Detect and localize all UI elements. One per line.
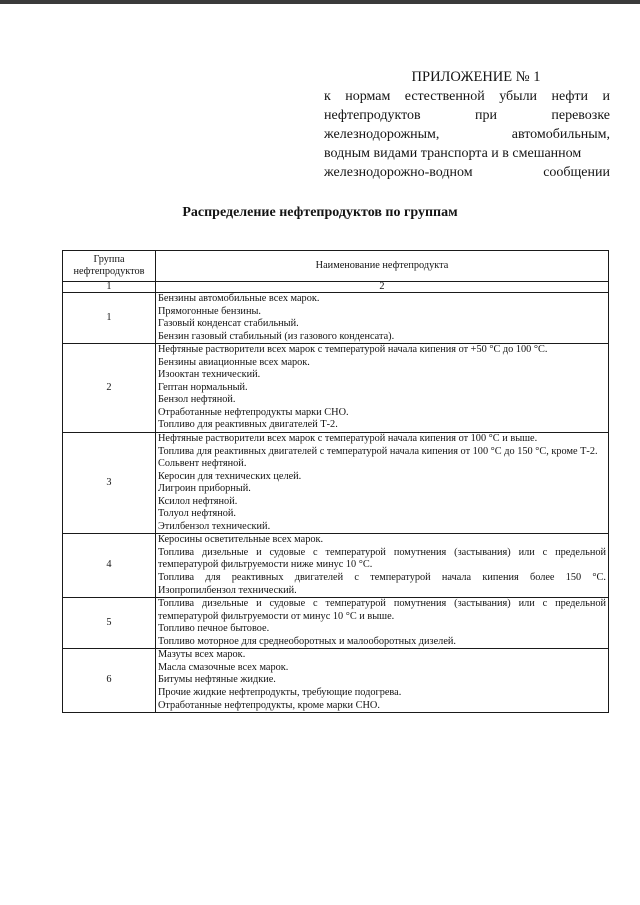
appendix-word: железнодорожно-водном bbox=[324, 165, 473, 180]
product-item: Газовый конденсат стабильный. bbox=[158, 318, 299, 330]
product-list bbox=[156, 598, 609, 649]
appendix-line bbox=[324, 144, 610, 163]
column-numbering-row bbox=[63, 282, 609, 293]
appendix-word: автомобильным, bbox=[511, 127, 610, 142]
table-row bbox=[63, 649, 609, 713]
table-header-row bbox=[63, 251, 609, 282]
product-groups-table bbox=[62, 250, 609, 713]
product-item: Бензол нефтяной. bbox=[158, 394, 236, 406]
appendix-word: к bbox=[324, 89, 331, 104]
table-row bbox=[63, 344, 609, 433]
product-item: Топлива для реактивных двигателей с температурой начала кипения от 100 °С до 150 °С, кроме Т-2. bbox=[158, 445, 598, 457]
product-item: Ксилол нефтяной. bbox=[158, 495, 238, 507]
appendix-word: водным видами транспорта и в смешанном bbox=[324, 146, 582, 161]
product-item: Топливо моторное для среднеоборотных и малооборотных дизелей. bbox=[158, 635, 456, 647]
appendix-word: нормам bbox=[345, 89, 391, 104]
group-number: 2 bbox=[63, 344, 156, 433]
appendix-line bbox=[324, 87, 610, 106]
product-item: Бензины авиационные всех марок. bbox=[158, 356, 310, 368]
group-number: 5 bbox=[63, 598, 156, 649]
appendix-title: ПРИЛОЖЕНИЕ № 1 bbox=[411, 69, 541, 85]
document-title: Распределение нефтепродуктов по группам bbox=[182, 205, 458, 220]
product-item: Масла смазочные всех марок. bbox=[158, 661, 289, 673]
appendix-word: убыли bbox=[499, 89, 538, 104]
product-item: Мазуты всех марок. bbox=[158, 649, 246, 661]
column-number: 2 bbox=[156, 282, 609, 293]
product-list bbox=[156, 293, 609, 344]
product-item: Изооктан технический. bbox=[158, 369, 261, 381]
product-item: Нефтяные растворители всех марок с температурой начала кипения от 100 °С и выше. bbox=[158, 433, 538, 445]
product-item: Керосины осветительные всех марок. bbox=[158, 534, 324, 546]
table-row bbox=[63, 293, 609, 344]
group-number: 3 bbox=[63, 433, 156, 534]
product-item: Отработанные нефтепродукты марки СНО. bbox=[158, 406, 349, 418]
product-item: Топливо для реактивных двигателей Т-2. bbox=[158, 419, 338, 431]
appendix-word: перевозке bbox=[551, 108, 610, 123]
appendix-word: нефти bbox=[551, 89, 589, 104]
product-column-header: Наименование нефтепродукта bbox=[156, 251, 609, 282]
product-item: Битумы нефтяные жидкие. bbox=[158, 674, 276, 686]
product-list bbox=[156, 649, 609, 713]
appendix-word: нефтепродуктов bbox=[324, 108, 421, 123]
product-item: Лигроин приборный. bbox=[158, 483, 251, 495]
appendix-line bbox=[324, 125, 610, 144]
product-list bbox=[156, 433, 609, 534]
product-item: Топливо печное бытовое. bbox=[158, 623, 270, 635]
appendix-word: и bbox=[602, 89, 610, 104]
product-item: Гептан нормальный. bbox=[158, 381, 248, 393]
appendix-word: естественной bbox=[404, 89, 485, 104]
product-item: Этилбензол технический. bbox=[158, 520, 271, 532]
column-number: 1 bbox=[63, 282, 156, 293]
group-number: 4 bbox=[63, 534, 156, 598]
table-row bbox=[63, 598, 609, 649]
table-row bbox=[63, 433, 609, 534]
product-item: Толуол нефтяной. bbox=[158, 508, 237, 520]
product-item: Отработанные нефтепродукты, кроме марки СНО. bbox=[158, 699, 380, 711]
appendix-block bbox=[324, 68, 610, 182]
product-list bbox=[156, 534, 609, 598]
product-list bbox=[156, 344, 609, 433]
product-item: Керосин для технических целей. bbox=[158, 470, 302, 482]
product-item: Топлива дизельные и судовые с температурой помутнения (застывания) или с предельной температурой фильтруемости от минус 10 °С и выше. bbox=[158, 598, 606, 622]
product-item: Изопропилбензол технический. bbox=[158, 584, 297, 596]
product-item: Сольвент нефтяной. bbox=[158, 458, 247, 470]
product-item: Нефтяные растворители всех марок с температурой начала кипения от +50 °С до 100 °С. bbox=[158, 344, 548, 356]
product-item: Топлива для реактивных двигателей с температурой начала кипения более 150 °С. bbox=[158, 572, 606, 584]
group-number: 1 bbox=[63, 293, 156, 344]
appendix-line bbox=[324, 163, 610, 182]
appendix-line bbox=[324, 106, 610, 125]
product-item: Топлива дизельные и судовые с температурой помутнения (застывания) или с предельной температурой фильтруемости ниже минус 10 °С. bbox=[158, 546, 606, 571]
product-item: Прямогонные бензины. bbox=[158, 305, 261, 317]
appendix-word: железнодорожным, bbox=[324, 127, 440, 142]
product-item: Прочие жидкие нефтепродукты, требующие подогрева. bbox=[158, 686, 402, 698]
product-item: Бензин газовый стабильный (из газового конденсата). bbox=[158, 330, 395, 342]
product-item: Бензины автомобильные всех марок. bbox=[158, 293, 320, 304]
table-row bbox=[63, 534, 609, 598]
group-number: 6 bbox=[63, 649, 156, 713]
group-column-header: Группа нефтепродуктов bbox=[63, 251, 156, 282]
appendix-word: при bbox=[475, 108, 497, 123]
document-page bbox=[0, 4, 640, 905]
appendix-word: сообщении bbox=[543, 165, 610, 180]
